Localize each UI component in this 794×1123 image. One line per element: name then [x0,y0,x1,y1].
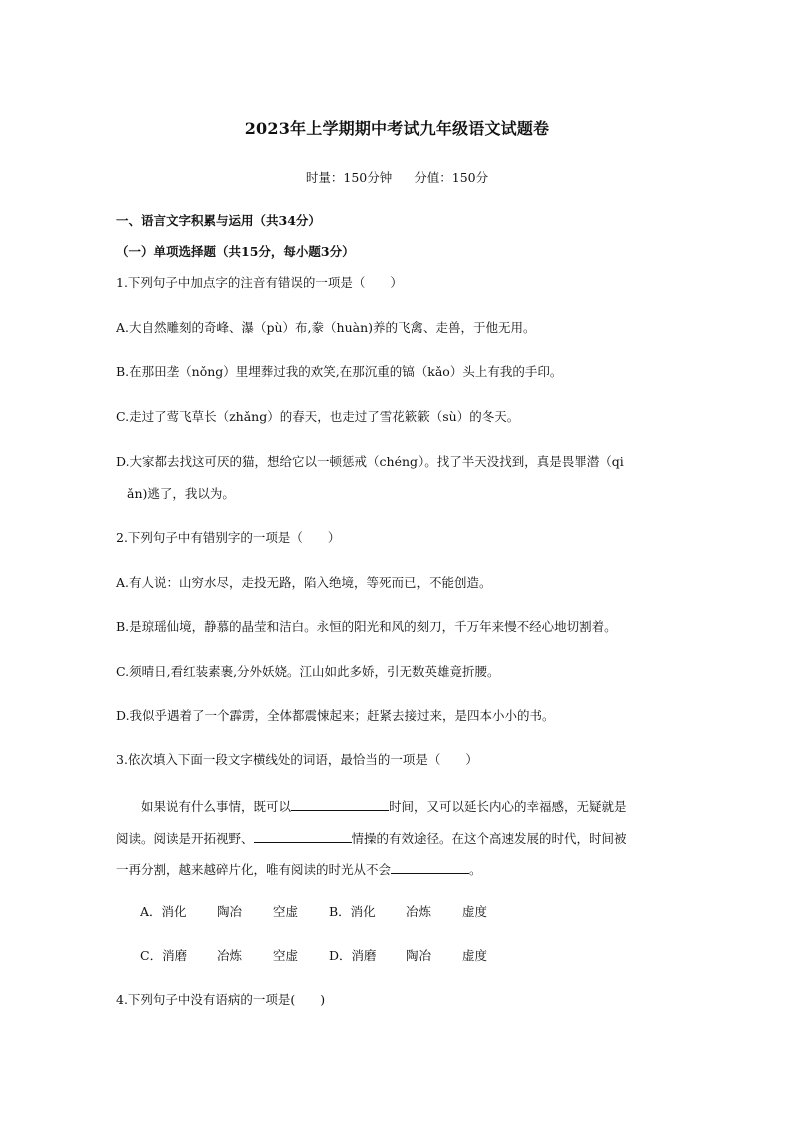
q1-option-b: B.在那田垄（nǒng）里埋葬过我的欢笑,在那沉重的镐（kǎo）头上有我的手印。 [116,364,563,379]
q3-option-c-word-1: C．消磨 [140,948,188,963]
q3-stem: 3.依次填入下面一段文字横线处的词语，最恰当的一项是（ ） [116,752,478,767]
q2-stem: 2.下列句子中有错别字的一项是（ ） [116,530,341,545]
q3-passage-line2 [116,828,627,848]
exam-score: 分值：150分 [414,170,489,185]
q1-option-d-line2: ǎn)逃了，我以为。 [127,486,235,501]
q2-option-c: C.须晴日,看红装素裹,分外妖娆。江山如此多娇，引无数英雄竟折腰。 [116,664,500,679]
q3-option-d-word-1: D．消磨 [329,948,377,963]
q4-stem: 4.下列句子中没有语病的一项是( ) [116,992,326,1007]
q2-option-a: A.有人说：山穷水尽，走投无路，陷入绝境，等死而已，不能创造。 [116,575,492,590]
sub-section-heading: （一）单项选择题（共15分，每小题3分） [116,244,355,259]
q3-passage-text: 。 [469,862,482,877]
section-heading: 一、语言文字积累与运用（共34分） [116,213,321,228]
q3-option-d-word-3: 虚度 [462,948,488,963]
q3-passage-line1 [141,796,627,816]
q3-passage-text: 时间，又可以延长内心的幸福感，无疑就是 [389,799,627,814]
q3-passage-text: 一再分割，越来越碎片化，唯有阅读的时光从不会 [116,862,392,877]
q3-options-row-1 [140,903,518,921]
q3-passage-text: 阅读。阅读是开拓视野、 [116,831,254,846]
q3-option-a-word-1: A．消化 [140,904,187,919]
q1-option-c: C.走过了莺飞草长（zhǎng）的春天，也走过了雪花簌簌（sù）的冬天。 [116,409,520,424]
q3-option-a-word-2: 陶冶 [217,904,243,919]
q2-option-b: B.是琼瑶仙境，静慕的晶莹和洁白。永恒的阳光和风的刻刀，千万年来慢不经心地切割着。 [116,619,617,634]
q3-passage-text: 如果说有什么事情，既可以 [141,799,292,814]
q1-option-a: A.大自然雕刻的奇峰、瀑（pù）布,豢（huàn)养的飞禽、走兽，于他无用。 [116,320,536,335]
q3-option-c-word-2: 冶炼 [217,948,243,963]
q1-option-d-line1: D.大家都去找这可厌的猫，想给它以一顿惩戒（chéng）。找了半天没找到，真是畏罪潜（qi [116,454,624,469]
q3-option-d-word-2: 陶冶 [406,948,432,963]
q3-option-b-word-1: B．消化 [329,904,376,919]
q3-options-row-2 [140,947,518,965]
exam-time: 时量：150分钟 [305,170,393,185]
q3-option-b-word-2: 冶炼 [406,904,432,919]
fill-blank-3 [391,859,469,874]
exam-meta [0,168,794,186]
q3-passage-text: 情操的有效途径。在这个高速发展的时代，时间被 [351,831,627,846]
fill-blank-1 [291,796,389,811]
q3-option-b-word-3: 虚度 [462,904,488,919]
q1-stem: 1.下列句子中加点字的注音有错误的一项是（ ） [116,275,403,290]
q2-option-d: D.我似乎遇着了一个霹雳，全体都震悚起来；赶紧去接过来，是四本小小的书。 [116,708,555,723]
q3-passage-line3 [116,859,482,879]
exam-title: 2023年上学期期中考试九年级语文试题卷 [244,119,550,138]
fill-blank-2 [254,828,352,843]
q3-option-c-word-3: 空虚 [273,948,299,963]
q3-option-a-word-3: 空虚 [273,904,299,919]
